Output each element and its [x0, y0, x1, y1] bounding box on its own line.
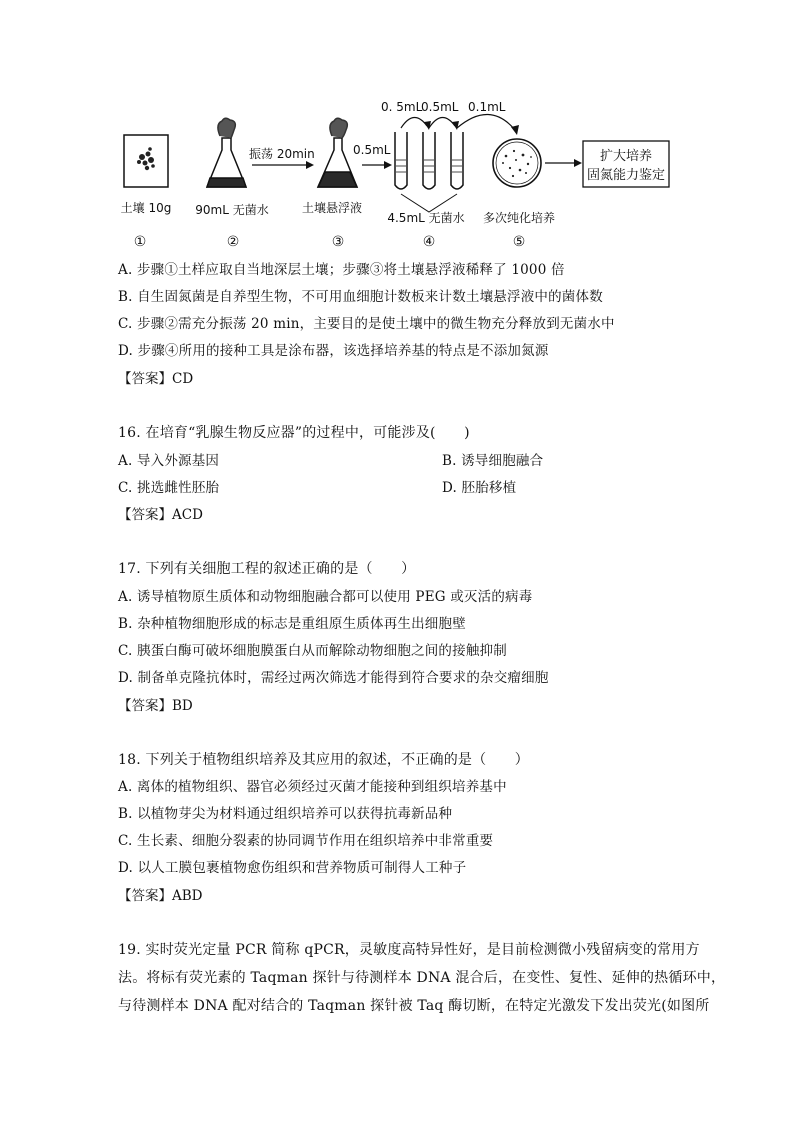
q15-option-c: C. 步骤②需充分振荡 20 min，主要目的是使土壤中的微生物充分释放到无菌水中 [118, 316, 615, 332]
step-caption: 土壤悬浮液 [301, 201, 363, 215]
step-number: ③ [331, 234, 345, 250]
q19-line-3: 与待测样本 DNA 配对结合的 Taqman 探针被 Taq 酶切断，在特定光激发下发出荧光(如图所 [118, 998, 710, 1014]
shake-label: 振荡 20min [249, 147, 315, 161]
volume-label: 0. 5mL [381, 100, 423, 114]
volume-label: 0.5mL [421, 100, 459, 114]
step-caption: 多次纯化培养 [482, 211, 556, 225]
test-tube-icon [395, 132, 407, 189]
q17-option-a: A. 诱导植物原生质体和动物细胞融合都可以使用 PEG 或灭活的病毒 [118, 589, 533, 605]
q19-line-1: 19. 实时荧光定量 PCR 简称 qPCR，灵敏度高特异性好，是目前检测微小残留病变的常用方 [118, 942, 700, 958]
q16-option-a: A. 导入外源基因 [118, 453, 220, 469]
q15-option-d: D. 步骤④所用的接种工具是涂布器，该选择培养基的特点是不添加氮源 [118, 343, 549, 359]
q17-stem: 17. 下列有关细胞工程的叙述正确的是（ ） [118, 561, 416, 577]
experiment-flow-figure [0, 0, 794, 260]
q16-option-b: B. 诱导细胞融合 [442, 453, 544, 469]
step-caption: 90mL 无菌水 [195, 203, 269, 217]
step-caption: 土壤 10g [120, 201, 172, 215]
q17-option-b: B. 杂种植物细胞形成的标志是重组原生质体再生出细胞壁 [118, 616, 466, 632]
q17-answer: 【答案】BD [118, 698, 193, 714]
soil-sample-icon [137, 147, 155, 170]
step-number: ④ [422, 234, 436, 250]
test-tube-icon [423, 132, 435, 189]
step-number: ⑤ [512, 234, 526, 250]
q15-option-a: A. 步骤①土样应取自当地深层土壤；步骤③将土壤悬浮液稀释了 1000 倍 [118, 262, 565, 278]
q15-answer: 【答案】CD [118, 371, 194, 387]
q18-option-b: B. 以植物芽尖为材料通过组织培养可以获得抗毒新品种 [118, 806, 453, 822]
test-tube-icon [451, 132, 463, 189]
q18-stem: 18. 下列关于植物组织培养及其应用的叙述，不正确的是（ ） [118, 752, 529, 768]
q15-option-b: B. 自生固氮菌是自养型生物，不可用血细胞计数板来计数土壤悬浮液中的菌体数 [118, 289, 603, 305]
q18-answer: 【答案】ABD [118, 888, 203, 904]
q16-option-c: C. 挑选雌性胚胎 [118, 480, 220, 496]
q18-option-a: A. 离体的植物组织、器官必须经过灭菌才能接种到组织培养基中 [118, 779, 507, 795]
step-number: ② [226, 234, 240, 250]
q18-option-c: C. 生长素、细胞分裂素的协同调节作用在组织培养中非常重要 [118, 833, 494, 849]
q17-option-c: C. 胰蛋白酶可破坏细胞膜蛋白从而解除动物细胞之间的接触抑制 [118, 643, 507, 659]
q19-line-2: 法。将标有荧光素的 Taqman 探针与待测样本 DNA 混合后，在变性、复性、延伸的热循环中， [118, 970, 726, 986]
q18-option-d: D. 以人工膜包裹植物愈伤组织和营养物质可制得人工种子 [118, 860, 467, 876]
q17-option-d: D. 制备单克隆抗体时，需经过两次筛选才能得到符合要求的杂交瘤细胞 [118, 670, 549, 686]
q16-answer: 【答案】ACD [118, 507, 203, 523]
step-number: ① [133, 234, 147, 250]
step-caption: 4.5mL 无菌水 [387, 211, 465, 225]
petri-dish-icon [493, 139, 541, 187]
q16-stem: 16. 在培育“乳腺生物反应器”的过程中，可能涉及( ) [118, 425, 470, 441]
transfer-label: 0.5mL [353, 143, 391, 157]
result-box-line2: 固氮能力鉴定 [586, 168, 666, 183]
volume-label: 0.1mL [468, 100, 506, 114]
flask-icon [207, 118, 246, 187]
result-box-line1: 扩大培养 [599, 149, 653, 164]
flask-icon [318, 118, 357, 187]
q16-option-d: D. 胚胎移植 [442, 480, 517, 496]
